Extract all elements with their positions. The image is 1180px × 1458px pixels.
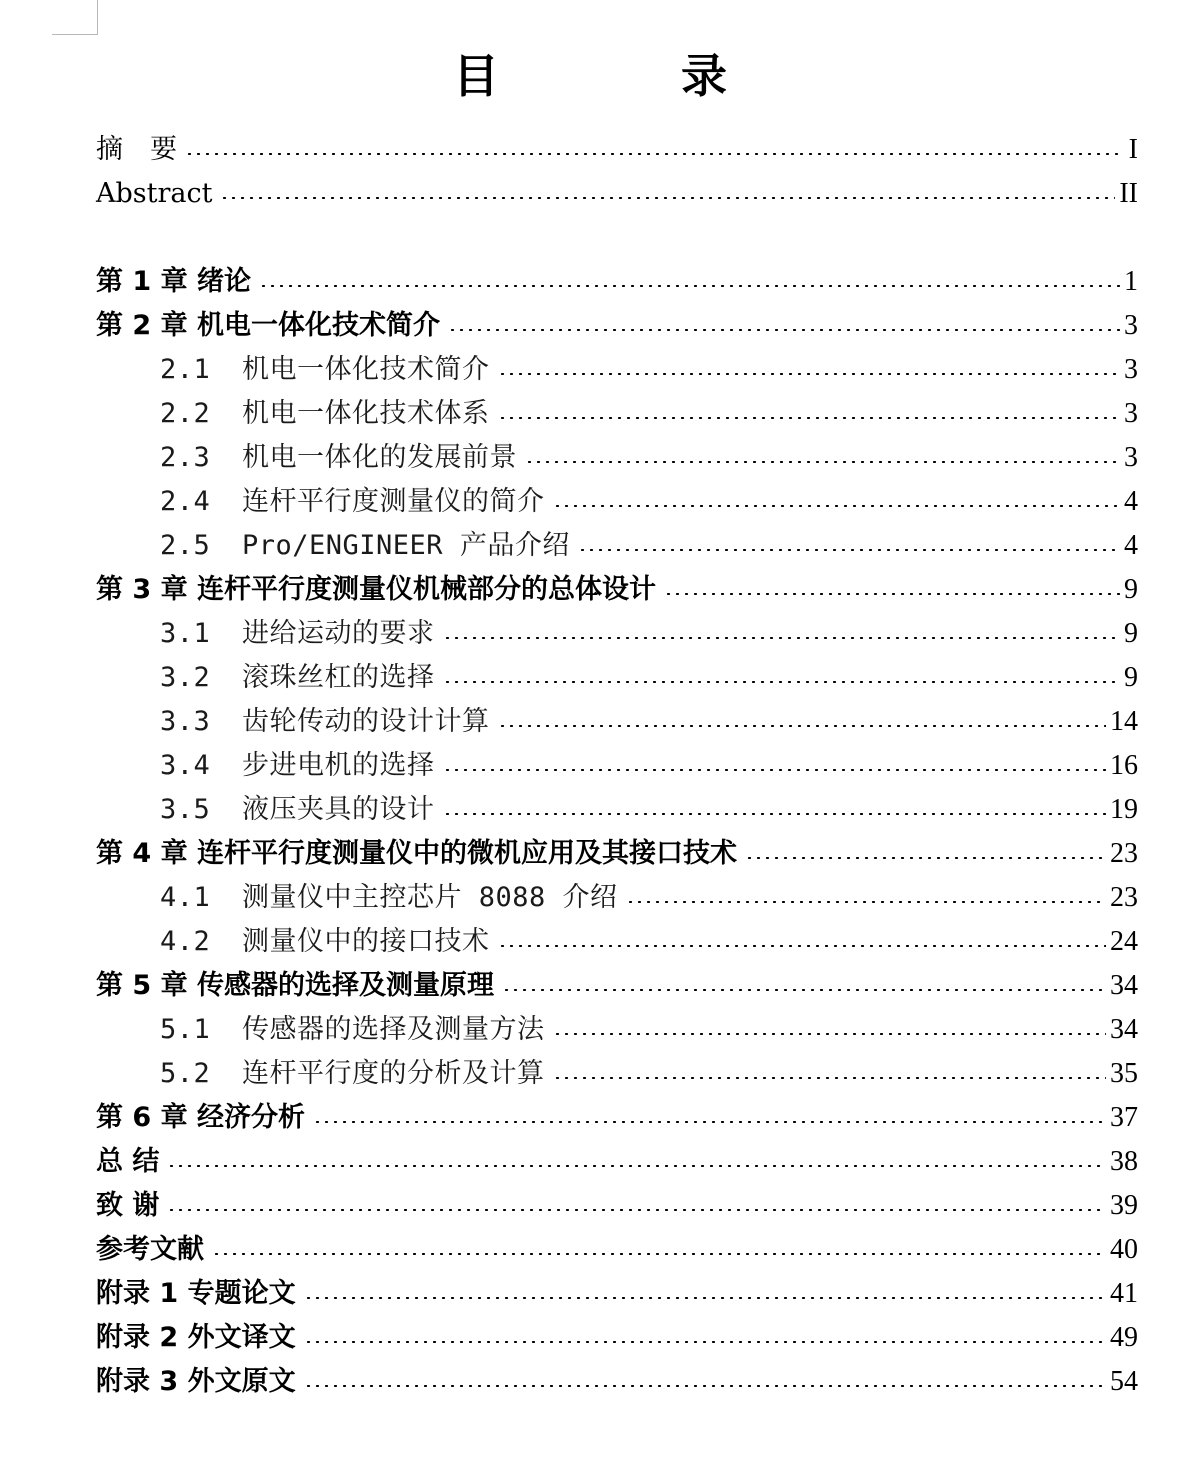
dot-leader bbox=[664, 593, 1120, 595]
toc-entry-page: 9 bbox=[1124, 574, 1138, 605]
section-title: 机电一体化技术体系 bbox=[242, 398, 490, 429]
toc-entry-label: 参考文献 bbox=[96, 1234, 204, 1265]
dot-leader bbox=[553, 505, 1121, 507]
dot-leader bbox=[304, 1385, 1106, 1387]
toc-entry-label bbox=[160, 396, 490, 432]
section-number: 3.2 bbox=[160, 662, 211, 693]
dot-leader bbox=[525, 461, 1120, 463]
toc-entry-page: I bbox=[1128, 134, 1138, 165]
toc-entry-section-4-1[interactable] bbox=[160, 872, 1138, 916]
toc-entry-section-2-2[interactable] bbox=[160, 388, 1138, 432]
toc-entry-page: 23 bbox=[1110, 882, 1138, 913]
dot-leader bbox=[626, 901, 1106, 903]
dot-leader bbox=[502, 989, 1106, 991]
toc-entry-section-2-1[interactable] bbox=[160, 344, 1138, 388]
toc-entry-page: 3 bbox=[1124, 354, 1138, 385]
toc-entry-page: 3 bbox=[1124, 310, 1138, 341]
section-title: Pro/ENGINEER 产品介绍 bbox=[242, 530, 570, 561]
page-corner-mark bbox=[52, 0, 98, 35]
toc-entry-page: 3 bbox=[1124, 442, 1138, 473]
toc-entry-page: 3 bbox=[1124, 398, 1138, 429]
dot-leader bbox=[443, 681, 1121, 683]
section-number: 3.4 bbox=[160, 750, 211, 781]
toc-entry-page: 40 bbox=[1110, 1234, 1138, 1265]
section-number: 2.3 bbox=[160, 442, 211, 473]
section-number: 5.2 bbox=[160, 1058, 211, 1089]
toc-entry-label bbox=[160, 924, 490, 960]
toc-entry-chapter-4[interactable] bbox=[96, 828, 1138, 872]
dot-leader bbox=[443, 813, 1107, 815]
section-title: 滚珠丝杠的选择 bbox=[242, 662, 435, 693]
toc-entry-page: 49 bbox=[1110, 1322, 1138, 1353]
toc-entry-label: 第 3 章 连杆平行度测量仪机械部分的总体设计 bbox=[96, 574, 656, 605]
dot-leader bbox=[745, 857, 1106, 859]
toc-entry-abstract-en[interactable] bbox=[96, 168, 1138, 212]
toc-entry-label: 第 4 章 连杆平行度测量仪中的微机应用及其接口技术 bbox=[96, 838, 737, 869]
toc-entry-section-5-2[interactable] bbox=[160, 1048, 1138, 1092]
section-number: 2.5 bbox=[160, 530, 211, 561]
toc-entry-page: 1 bbox=[1124, 266, 1138, 297]
toc-entry-section-3-5[interactable] bbox=[160, 784, 1138, 828]
section-title: 测量仪中主控芯片 8088 介绍 bbox=[242, 882, 618, 913]
toc-entry-appendix-3[interactable] bbox=[96, 1356, 1138, 1400]
toc-entry-page: 34 bbox=[1110, 1014, 1138, 1045]
section-title: 测量仪中的接口技术 bbox=[242, 926, 490, 957]
dot-leader bbox=[553, 1033, 1107, 1035]
toc-entry-label bbox=[160, 704, 490, 740]
toc-entry-label: 附录 2 外文译文 bbox=[96, 1322, 296, 1353]
toc-entry-label bbox=[160, 660, 435, 696]
section-title: 传感器的选择及测量方法 bbox=[242, 1014, 545, 1045]
section-number: 3.3 bbox=[160, 706, 211, 737]
toc-entry-chapter-5[interactable] bbox=[96, 960, 1138, 1004]
toc-entry-label bbox=[160, 792, 435, 828]
toc-entry-page: 41 bbox=[1110, 1278, 1138, 1309]
toc-entry-page: 34 bbox=[1110, 970, 1138, 1001]
section-number: 2.4 bbox=[160, 486, 211, 517]
dot-leader bbox=[578, 549, 1120, 551]
toc-entry-page: 4 bbox=[1124, 530, 1138, 561]
toc-entry-appendix-2[interactable] bbox=[96, 1312, 1138, 1356]
toc-entry-abstract-cn[interactable] bbox=[96, 124, 1138, 168]
toc-entry-label bbox=[160, 440, 517, 476]
toc-entry-section-2-4[interactable] bbox=[160, 476, 1138, 520]
toc-entry-page: 16 bbox=[1110, 750, 1138, 781]
toc-entry-label: 致 谢 bbox=[96, 1190, 160, 1221]
dot-leader bbox=[185, 153, 1120, 155]
dot-leader bbox=[448, 329, 1120, 331]
toc-entry-label: 摘 要 bbox=[96, 134, 177, 165]
dot-leader bbox=[304, 1297, 1106, 1299]
section-number: 2.1 bbox=[160, 354, 211, 385]
toc-entry-label: 第 1 章 绪论 bbox=[96, 266, 251, 297]
section-number: 3.1 bbox=[160, 618, 211, 649]
toc-entry-label bbox=[160, 528, 570, 564]
toc-entry-chapter-1[interactable] bbox=[96, 256, 1138, 300]
dot-leader bbox=[553, 1077, 1107, 1079]
dot-leader bbox=[498, 725, 1107, 727]
dot-leader bbox=[443, 769, 1107, 771]
toc-entry-page: 24 bbox=[1110, 926, 1138, 957]
toc-entry-summary[interactable] bbox=[96, 1136, 1138, 1180]
toc-entry-section-2-5[interactable] bbox=[160, 520, 1138, 564]
toc-entry-chapter-3[interactable] bbox=[96, 564, 1138, 608]
toc-entry-page: 23 bbox=[1110, 838, 1138, 869]
dot-leader bbox=[167, 1209, 1106, 1211]
toc-entry-label: 第 5 章 传感器的选择及测量原理 bbox=[96, 970, 494, 1001]
section-title: 液压夹具的设计 bbox=[242, 794, 435, 825]
toc-entry-label: 总 结 bbox=[96, 1146, 160, 1177]
toc-entry-page: 39 bbox=[1110, 1190, 1138, 1221]
dot-leader bbox=[259, 285, 1120, 287]
toc-entry-references[interactable] bbox=[96, 1224, 1138, 1268]
dot-leader bbox=[212, 1253, 1106, 1255]
toc-entry-acknowledgements[interactable] bbox=[96, 1180, 1138, 1224]
toc-entry-label bbox=[160, 616, 435, 652]
section-title: 机电一体化的发展前景 bbox=[242, 442, 517, 473]
toc-entry-label: 第 2 章 机电一体化技术简介 bbox=[96, 310, 440, 341]
toc-entry-label bbox=[160, 748, 435, 784]
toc-entry-section-4-2[interactable] bbox=[160, 916, 1138, 960]
toc-entry-page: 54 bbox=[1110, 1366, 1138, 1397]
section-title: 齿轮传动的设计计算 bbox=[242, 706, 490, 737]
toc-entry-label: 附录 3 外文原文 bbox=[96, 1366, 296, 1397]
toc-entry-page: 38 bbox=[1110, 1146, 1138, 1177]
toc-entry-page: 14 bbox=[1110, 706, 1138, 737]
section-title: 连杆平行度测量仪的简介 bbox=[242, 486, 545, 517]
section-title: 进给运动的要求 bbox=[242, 618, 435, 649]
toc-entry-page: II bbox=[1119, 178, 1138, 209]
section-number: 3.5 bbox=[160, 794, 211, 825]
toc-entry-appendix-1[interactable] bbox=[96, 1268, 1138, 1312]
toc-entry-page: 37 bbox=[1110, 1102, 1138, 1133]
toc-entry-label bbox=[160, 484, 545, 520]
section-number: 5.1 bbox=[160, 1014, 211, 1045]
section-number: 4.2 bbox=[160, 926, 211, 957]
section-number: 2.2 bbox=[160, 398, 211, 429]
toc-entry-section-3-2[interactable] bbox=[160, 652, 1138, 696]
section-title: 连杆平行度的分析及计算 bbox=[242, 1058, 545, 1089]
toc-entry-page: 35 bbox=[1110, 1058, 1138, 1089]
dot-leader bbox=[498, 373, 1121, 375]
section-title: 机电一体化技术简介 bbox=[242, 354, 490, 385]
toc-entry-section-3-3[interactable] bbox=[160, 696, 1138, 740]
toc-entry-label bbox=[160, 352, 490, 388]
dot-leader bbox=[313, 1121, 1106, 1123]
toc-entry-section-2-3[interactable] bbox=[160, 432, 1138, 476]
toc-entry-label: Abstract bbox=[96, 178, 213, 209]
dot-leader bbox=[498, 417, 1121, 419]
toc-entry-page: 19 bbox=[1110, 794, 1138, 825]
toc-entry-label bbox=[160, 880, 618, 916]
toc-entry-section-3-4[interactable] bbox=[160, 740, 1138, 784]
dot-leader bbox=[498, 945, 1107, 947]
toc-entry-label: 第 6 章 经济分析 bbox=[96, 1102, 305, 1133]
dot-leader bbox=[167, 1165, 1106, 1167]
dot-leader bbox=[304, 1341, 1106, 1343]
toc-entry-label bbox=[160, 1012, 545, 1048]
toc-entry-page: 9 bbox=[1124, 662, 1138, 693]
dot-leader bbox=[220, 197, 1115, 199]
toc-title: 目 录 bbox=[453, 49, 795, 103]
toc-entry-section-5-1[interactable] bbox=[160, 1004, 1138, 1048]
section-title: 步进电机的选择 bbox=[242, 750, 435, 781]
toc-entry-chapter-6[interactable] bbox=[96, 1092, 1138, 1136]
toc-entry-label bbox=[160, 1056, 545, 1092]
toc-entry-page: 4 bbox=[1124, 486, 1138, 517]
toc-entry-label: 附录 1 专题论文 bbox=[96, 1278, 296, 1309]
toc-entry-section-3-1[interactable] bbox=[160, 608, 1138, 652]
section-number: 4.1 bbox=[160, 882, 211, 913]
toc-entry-chapter-2[interactable] bbox=[96, 300, 1138, 344]
dot-leader bbox=[443, 637, 1121, 639]
toc-entry-page: 9 bbox=[1124, 618, 1138, 649]
